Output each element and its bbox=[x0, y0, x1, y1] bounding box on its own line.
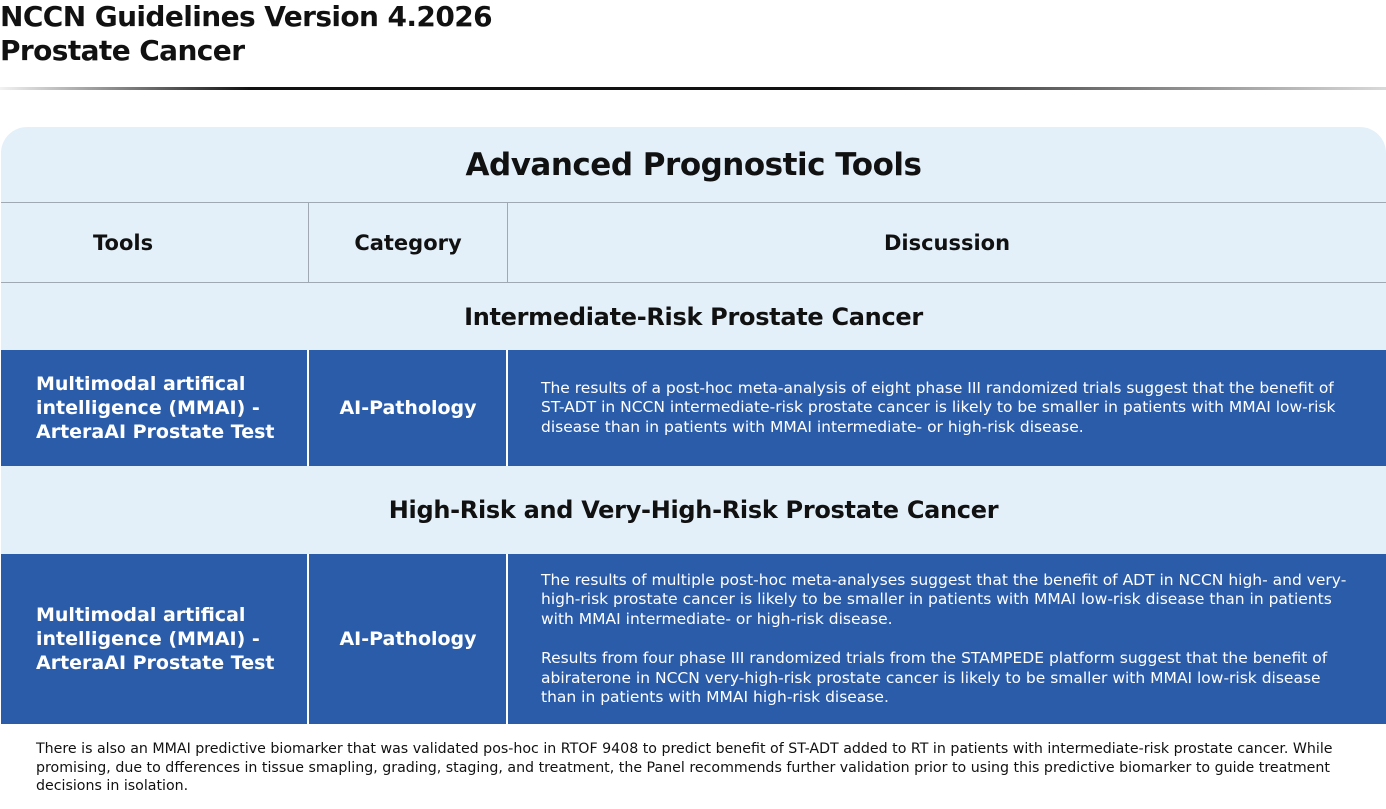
table-row bbox=[1, 350, 1386, 466]
section-heading-intermediate-risk: Intermediate-Risk Prostate Cancer bbox=[464, 302, 923, 331]
column-header-discussion: Discussion bbox=[883, 230, 1011, 255]
table-row bbox=[1, 554, 1386, 724]
tool-name: Multimodal artifical intelligence (MMAI) - ArteraAI Prostate Test bbox=[36, 373, 275, 443]
guideline-version: NCCN Guidelines Version 4.2026 bbox=[0, 0, 492, 33]
tool-discussion bbox=[508, 350, 1386, 466]
prognostic-tools-table bbox=[1, 127, 1386, 724]
tool-category: AI-Pathology bbox=[339, 397, 477, 419]
discussion-paragraph: The results of a post-hoc meta-analysis of eight phase III randomized trials suggest that the benefit of ST-ADT in NCCN intermediate-risk prostate cancer is likely to be smaller in patients with MMAI low-risk disease than in patients with MMAI intermediate- or high-risk disease. bbox=[541, 378, 1336, 436]
discussion-paragraph: Results from four phase III randomized trials from the STAMPEDE platform suggest that the benefit of abiraterone in NCCN very-high-risk prostate cancer is likely to be smaller with MMAI low-risk disease than in patients with MMAI high-risk disease. bbox=[541, 649, 1328, 706]
tool-name: Multimodal artifical intelligence (MMAI) - ArteraAI Prostate Test bbox=[36, 604, 275, 674]
discussion-paragraph: The results of multiple post-hoc meta-analyses suggest that the benefit of ADT in NCCN high- and very-high-risk prostate cancer is likely to be smaller in patients with MMAI low-risk disease than in patients with MMAI intermediate- or high-risk disease. bbox=[541, 570, 1347, 628]
guideline-topic: Prostate Cancer bbox=[0, 34, 245, 67]
table-title: Advanced Prognostic Tools bbox=[465, 146, 922, 183]
footnote: There is also an MMAI predictive biomarker that was validated pos-hoc in RTOF 9408 to predict benefit of ST-ADT added to RT in patients with intermediate-risk prostate cancer. While promising, due to dfferences in tissue smapling, grading, staging, and treatment, the Panel recommends further validation prior to using this predictive biomarker to guide treatment decisions in isolation. bbox=[36, 741, 1333, 794]
column-header-row bbox=[1, 203, 1386, 282]
column-header-category: Category bbox=[354, 230, 462, 255]
document-header bbox=[0, 0, 1386, 92]
column-header-tools: Tools bbox=[93, 230, 154, 255]
section-heading-high-risk: High-Risk and Very-High-Risk Prostate Cancer bbox=[388, 496, 999, 524]
tool-discussion bbox=[508, 554, 1386, 724]
document-title bbox=[0, 0, 492, 68]
header-divider bbox=[0, 87, 1386, 90]
tool-category: AI-Pathology bbox=[339, 628, 477, 650]
